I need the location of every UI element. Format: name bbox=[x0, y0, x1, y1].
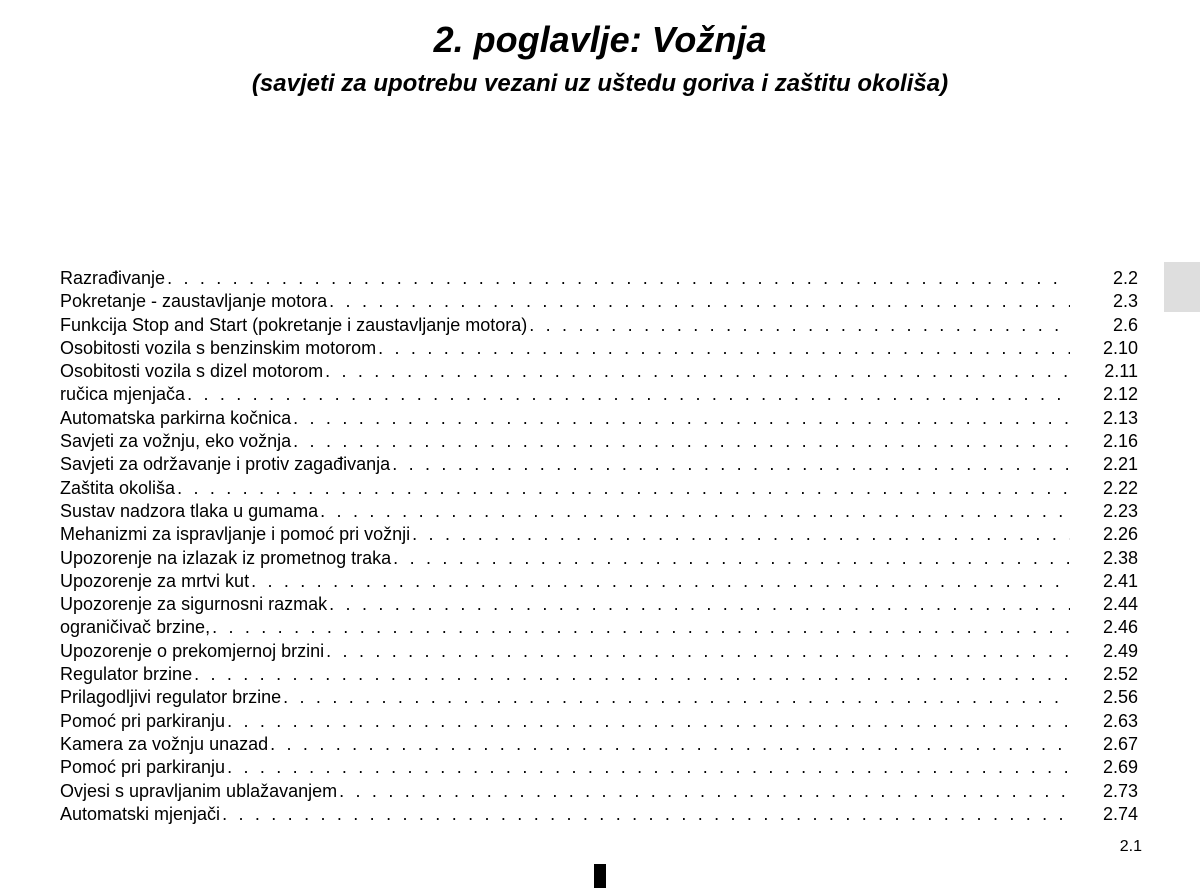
toc-entry-label: Mehanizmi za ispravljanje i pomoć pri vožnji bbox=[60, 524, 411, 545]
toc-entry-label: Automatska parkirna kočnica bbox=[60, 407, 292, 428]
toc-entry-page: 2.49 bbox=[1102, 640, 1138, 661]
toc-entry-label: Sustav nadzora tlaka u gumama bbox=[60, 500, 319, 521]
toc-entry-label: Upozorenje za mrtvi kut bbox=[60, 570, 250, 591]
toc-entry[interactable] bbox=[60, 593, 1138, 616]
toc-entry-page: 2.16 bbox=[1102, 431, 1138, 452]
toc-entry-page: 2.44 bbox=[1102, 594, 1138, 615]
chapter-tab bbox=[1164, 262, 1200, 312]
toc-entry-label: Automatski mjenjači bbox=[60, 803, 221, 824]
toc-entry-page: 2.41 bbox=[1102, 570, 1138, 591]
toc-entry[interactable] bbox=[60, 430, 1138, 453]
toc-leader-dots bbox=[326, 640, 1070, 663]
toc-entry-page: 2.2 bbox=[1112, 268, 1138, 288]
table-of-contents bbox=[60, 267, 1138, 826]
toc-entry-page: 2.3 bbox=[1112, 291, 1138, 312]
toc-leader-dots bbox=[283, 686, 1070, 709]
toc-entry[interactable] bbox=[60, 780, 1138, 803]
toc-entry[interactable] bbox=[60, 500, 1138, 523]
toc-entry-page: 2.67 bbox=[1102, 733, 1138, 754]
toc-entry-label: Savjeti za održavanje i protiv zagađivanja bbox=[60, 454, 391, 475]
toc-leader-dots bbox=[222, 803, 1070, 826]
toc-entry-label: Zaštita okoliša bbox=[60, 477, 176, 498]
toc-leader-dots bbox=[251, 570, 1070, 593]
toc-leader-dots bbox=[293, 430, 1070, 453]
toc-entry-label: Pomoć pri parkiranju bbox=[60, 757, 226, 778]
toc-entry-page: 2.74 bbox=[1102, 803, 1138, 824]
toc-entry-label: Pomoć pri parkiranju bbox=[60, 710, 226, 731]
toc-entry-label: Osobitosti vozila s benzinskim motorom bbox=[60, 337, 377, 358]
page-edge-marker bbox=[594, 864, 606, 888]
toc-leader-dots bbox=[187, 383, 1070, 406]
toc-leader-dots bbox=[329, 290, 1070, 313]
toc-entry-page: 2.69 bbox=[1102, 757, 1138, 778]
toc-entry[interactable] bbox=[60, 360, 1138, 383]
toc-entry[interactable] bbox=[60, 477, 1138, 500]
toc-entry-page: 2.63 bbox=[1102, 710, 1138, 731]
toc-entry[interactable] bbox=[60, 710, 1138, 733]
page-subtitle: (savjeti za upotrebu vezani uz uštedu goriva i zaštitu okoliša) bbox=[251, 70, 949, 97]
toc-entry[interactable] bbox=[60, 383, 1138, 406]
toc-entry[interactable] bbox=[60, 407, 1138, 430]
toc-entry-label: ručica mjenjača bbox=[60, 384, 186, 405]
page-title: 2. poglavlje: Vožnja bbox=[433, 19, 767, 60]
toc-entry[interactable] bbox=[60, 570, 1138, 593]
toc-entry-page: 2.13 bbox=[1102, 407, 1138, 428]
toc-entry-page: 2.12 bbox=[1102, 384, 1138, 405]
toc-leader-dots bbox=[393, 547, 1070, 570]
toc-leader-dots bbox=[392, 453, 1070, 476]
toc-leader-dots bbox=[325, 360, 1070, 383]
toc-entry-page: 2.38 bbox=[1102, 547, 1138, 568]
toc-leader-dots bbox=[227, 710, 1070, 733]
toc-leader-dots bbox=[270, 733, 1070, 756]
toc-entry-page: 2.22 bbox=[1102, 477, 1138, 498]
toc-entry-page: 2.10 bbox=[1102, 337, 1138, 358]
toc-leader-dots bbox=[329, 593, 1070, 616]
toc-entry-page: 2.56 bbox=[1102, 687, 1138, 708]
toc-entry[interactable] bbox=[60, 663, 1138, 686]
toc-entry[interactable] bbox=[60, 733, 1138, 756]
toc-entry-label: ograničivač brzine, bbox=[60, 617, 211, 638]
toc-entry-label: Kamera za vožnju unazad bbox=[60, 733, 269, 754]
toc-entry-label: Upozorenje za sigurnosni razmak bbox=[60, 594, 328, 615]
toc-entry-label: Savjeti za vožnju, eko vožnja bbox=[60, 431, 292, 452]
toc-entry-label: Prilagodljivi regulator brzine bbox=[60, 687, 282, 708]
toc-entry[interactable] bbox=[60, 314, 1138, 337]
toc-entry[interactable] bbox=[60, 453, 1138, 476]
toc-leader-dots bbox=[212, 616, 1070, 639]
toc-entry[interactable] bbox=[60, 337, 1138, 360]
toc-entry-page: 2.21 bbox=[1102, 454, 1138, 475]
toc-entry[interactable] bbox=[60, 616, 1138, 639]
toc-entry-label: Funkcija Stop and Start (pokretanje i zaustavljanje motora) bbox=[60, 314, 528, 335]
toc-entry-label: Regulator brzine bbox=[60, 664, 193, 685]
toc-entry-page: 2.11 bbox=[1104, 361, 1138, 382]
toc-entry-page: 2.46 bbox=[1102, 617, 1138, 638]
toc-entry-page: 2.6 bbox=[1112, 314, 1138, 335]
toc-entry[interactable] bbox=[60, 640, 1138, 663]
toc-leader-dots bbox=[529, 314, 1070, 337]
toc-entry[interactable] bbox=[60, 290, 1138, 313]
toc-leader-dots bbox=[293, 407, 1070, 430]
toc-leader-dots bbox=[378, 337, 1070, 360]
toc-entry[interactable] bbox=[60, 686, 1138, 709]
toc-leader-dots bbox=[339, 780, 1070, 803]
toc-leader-dots bbox=[227, 756, 1070, 779]
page-number: 2.1 bbox=[1119, 838, 1142, 855]
toc-leader-dots bbox=[412, 523, 1070, 546]
toc-entry-label: Ovjesi s upravljanim ublažavanjem bbox=[60, 780, 338, 801]
toc-entry-label: Razrađivanje bbox=[60, 268, 166, 288]
toc-entry-label: Pokretanje - zaustavljanje motora bbox=[60, 291, 328, 312]
toc-entry-page: 2.52 bbox=[1102, 664, 1138, 685]
toc-entry-label: Osobitosti vozila s dizel motorom bbox=[60, 361, 324, 382]
toc-entry[interactable] bbox=[60, 523, 1138, 546]
toc-entry-label: Upozorenje na izlazak iz prometnog traka bbox=[60, 547, 392, 568]
toc-entry[interactable] bbox=[60, 267, 1138, 290]
toc-leader-dots bbox=[167, 267, 1070, 290]
toc-leader-dots bbox=[194, 663, 1070, 686]
toc-entry-label: Upozorenje o prekomjernoj brzini bbox=[60, 640, 325, 661]
toc-leader-dots bbox=[320, 500, 1070, 523]
toc-entry-page: 2.23 bbox=[1102, 500, 1138, 521]
toc-entry[interactable] bbox=[60, 803, 1138, 826]
toc-entry-page: 2.73 bbox=[1102, 780, 1138, 801]
toc-entry[interactable] bbox=[60, 756, 1138, 779]
toc-entry-page: 2.26 bbox=[1102, 524, 1138, 545]
toc-entry[interactable] bbox=[60, 547, 1138, 570]
toc-leader-dots bbox=[177, 477, 1070, 500]
